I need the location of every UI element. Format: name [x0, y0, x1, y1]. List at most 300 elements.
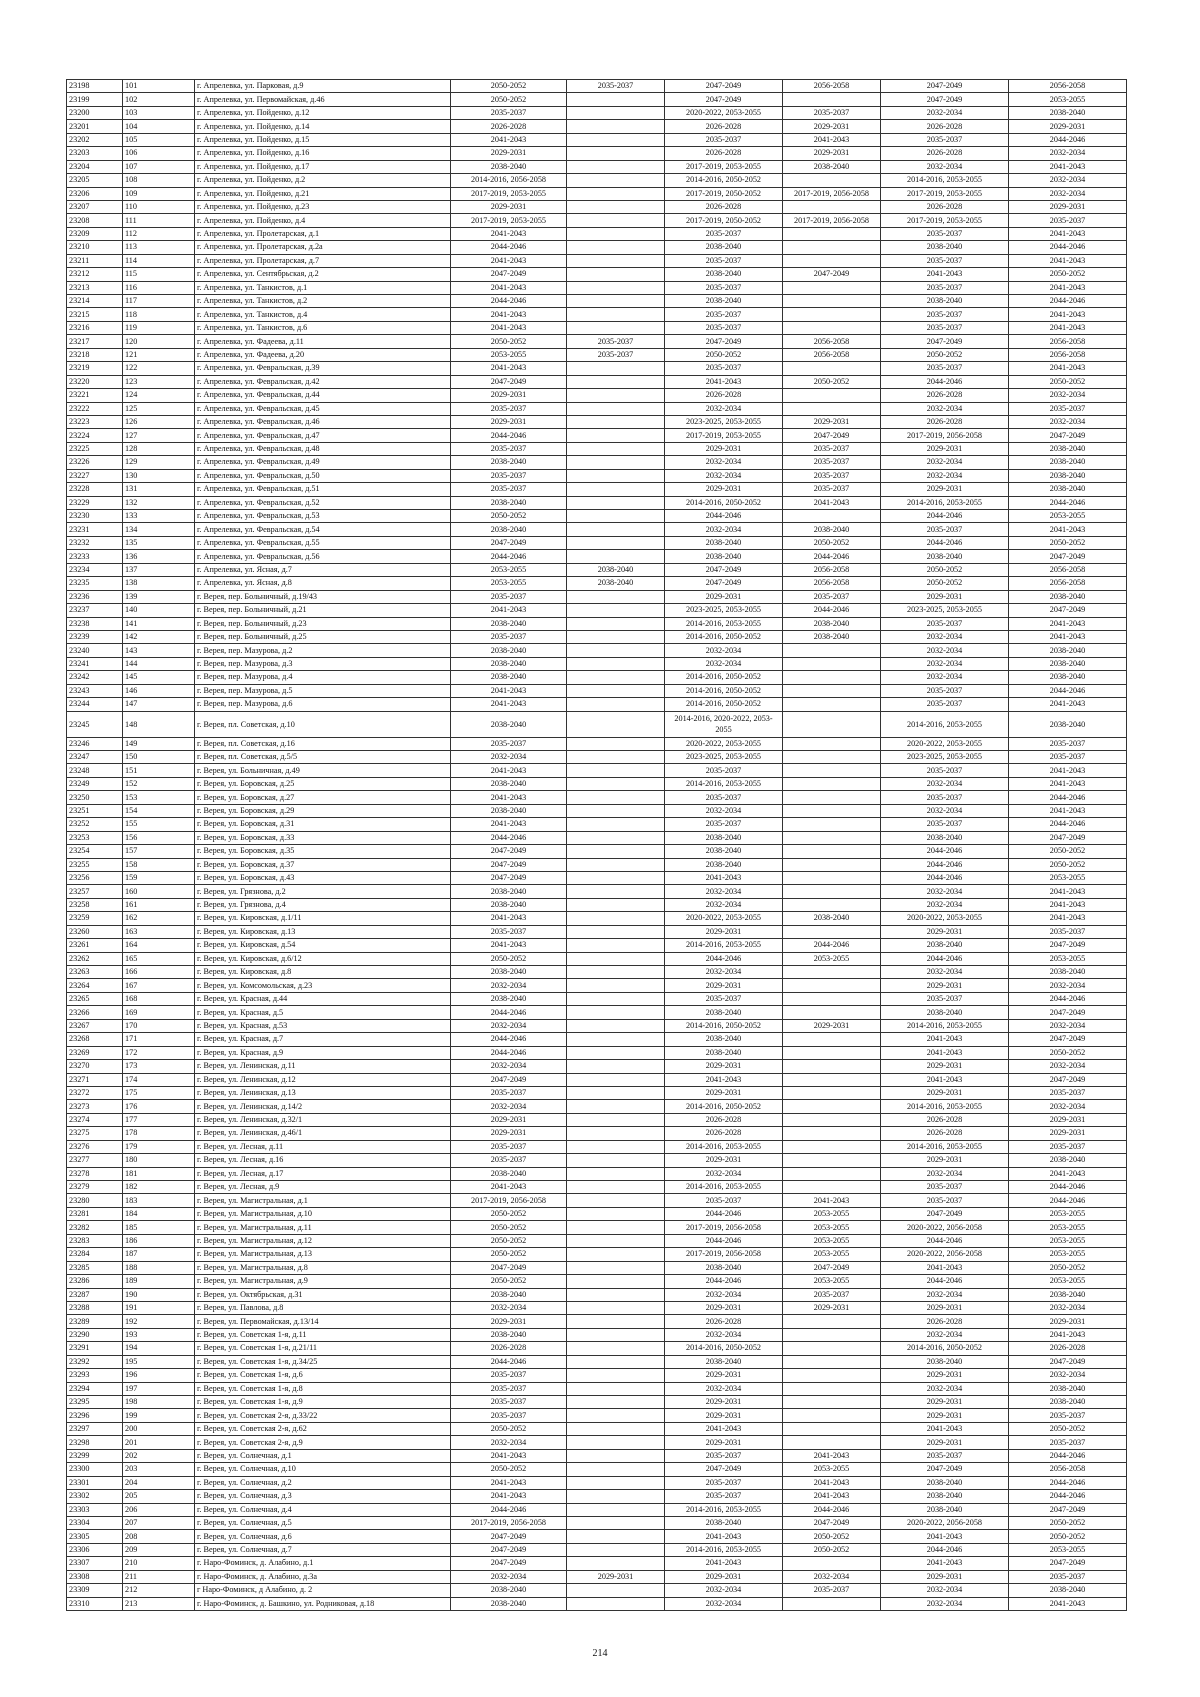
cell-row-id: 23221 [67, 389, 123, 402]
cell-period-2 [567, 1557, 665, 1570]
cell-period-1: 2044-2046 [451, 1355, 567, 1368]
cell-address: г. Верея, ул. Ленинская, д.13 [195, 1086, 451, 1099]
cell-period-6: 2041-2043 [1009, 160, 1127, 173]
cell-period-3: 2029-2031 [665, 1436, 783, 1449]
cell-period-5: 2014-2016, 2053-2055 [881, 174, 1009, 187]
cell-address: г. Верея, ул. Боровская, д.33 [195, 831, 451, 844]
cell-item-number: 211 [123, 1570, 195, 1583]
cell-period-3: 2029-2031 [665, 1396, 783, 1409]
cell-period-2 [567, 604, 665, 617]
cell-period-2 [567, 1194, 665, 1207]
cell-address: г. Верея, ул. Павлова, д.8 [195, 1301, 451, 1314]
cell-period-1: 2032-2034 [451, 1436, 567, 1449]
cell-row-id: 23199 [67, 93, 123, 106]
table-row [67, 818, 1127, 831]
cell-row-id: 23305 [67, 1530, 123, 1543]
cell-row-id: 23200 [67, 106, 123, 119]
cell-period-6: 2050-2052 [1009, 1261, 1127, 1274]
cell-period-4: 2044-2046 [783, 604, 881, 617]
cell-period-6: 2041-2043 [1009, 308, 1127, 321]
table-row [67, 1516, 1127, 1529]
cell-period-1: 2050-2052 [451, 952, 567, 965]
cell-period-4: 2035-2037 [783, 1584, 881, 1597]
table-row [67, 1476, 1127, 1489]
cell-item-number: 189 [123, 1275, 195, 1288]
cell-period-5: 2026-2028 [881, 147, 1009, 160]
cell-period-6: 2032-2034 [1009, 415, 1127, 428]
cell-period-5: 2014-2016, 2053-2055 [881, 711, 1009, 737]
cell-period-1: 2047-2049 [451, 1530, 567, 1543]
cell-period-4: 2050-2052 [783, 536, 881, 549]
cell-item-number: 159 [123, 871, 195, 884]
cell-period-1: 2047-2049 [451, 1261, 567, 1274]
cell-period-5: 2029-2031 [881, 590, 1009, 603]
cell-period-1: 2035-2037 [451, 590, 567, 603]
cell-address: г. Верея, ул. Кировская, д.8 [195, 966, 451, 979]
cell-period-1: 2041-2043 [451, 764, 567, 777]
cell-address: г. Верея, ул. Грязнова, д.2 [195, 885, 451, 898]
cell-period-1: 2041-2043 [451, 321, 567, 334]
cell-period-5: 2020-2022, 2053-2055 [881, 912, 1009, 925]
cell-address: г. Верея, пер. Больничный, д.19/43 [195, 590, 451, 603]
cell-period-1: 2050-2052 [451, 1207, 567, 1220]
cell-period-1: 2050-2052 [451, 80, 567, 93]
cell-period-2 [567, 147, 665, 160]
cell-period-6: 2041-2043 [1009, 281, 1127, 294]
cell-row-id: 23231 [67, 523, 123, 536]
cell-address: г. Верея, ул. Солнечная, д.7 [195, 1543, 451, 1556]
cell-period-6: 2041-2043 [1009, 227, 1127, 240]
cell-address: г. Верея, пер. Мазурова, д.6 [195, 698, 451, 711]
cell-period-3: 2050-2052 [665, 348, 783, 361]
cell-period-5: 2038-2040 [881, 1490, 1009, 1503]
cell-period-1: 2041-2043 [451, 308, 567, 321]
table-row [67, 469, 1127, 482]
cell-period-1: 2053-2055 [451, 348, 567, 361]
table-row [67, 617, 1127, 630]
table-row [67, 1382, 1127, 1395]
cell-period-4 [783, 281, 881, 294]
cell-period-6: 2038-2040 [1009, 1288, 1127, 1301]
cell-period-1: 2038-2040 [451, 777, 567, 790]
cell-period-5: 2029-2031 [881, 483, 1009, 496]
cell-row-id: 23280 [67, 1194, 123, 1207]
table-row [67, 1557, 1127, 1570]
cell-period-4 [783, 966, 881, 979]
cell-item-number: 105 [123, 133, 195, 146]
cell-period-5: 2026-2028 [881, 200, 1009, 213]
cell-period-1: 2047-2049 [451, 375, 567, 388]
cell-address: г. Верея, ул. Красная, д.5 [195, 1006, 451, 1019]
cell-period-4 [783, 1046, 881, 1059]
cell-item-number: 208 [123, 1530, 195, 1543]
cell-period-6: 2041-2043 [1009, 617, 1127, 630]
cell-item-number: 200 [123, 1422, 195, 1435]
cell-period-4 [783, 818, 881, 831]
cell-period-1: 2038-2040 [451, 1597, 567, 1610]
table-row [67, 1060, 1127, 1073]
cell-period-4: 2053-2055 [783, 1248, 881, 1261]
cell-period-2 [567, 550, 665, 563]
cell-period-4 [783, 831, 881, 844]
cell-item-number: 190 [123, 1288, 195, 1301]
cell-period-6: 2053-2055 [1009, 1221, 1127, 1234]
cell-period-1: 2035-2037 [451, 402, 567, 415]
cell-period-3: 2047-2049 [665, 563, 783, 576]
cell-period-3: 2014-2016, 2050-2052 [665, 1342, 783, 1355]
cell-period-6: 2050-2052 [1009, 536, 1127, 549]
cell-period-6: 2053-2055 [1009, 1234, 1127, 1247]
cell-period-2 [567, 912, 665, 925]
cell-item-number: 145 [123, 671, 195, 684]
cell-item-number: 192 [123, 1315, 195, 1328]
cell-address: г. Апрелевка, ул. Февральская, д.55 [195, 536, 451, 549]
cell-item-number: 141 [123, 617, 195, 630]
cell-row-id: 23308 [67, 1570, 123, 1583]
cell-period-3: 2035-2037 [665, 1449, 783, 1462]
table-row [67, 348, 1127, 361]
cell-period-5: 2032-2034 [881, 469, 1009, 482]
cell-period-6: 2038-2040 [1009, 1584, 1127, 1597]
cell-period-3: 2029-2031 [665, 483, 783, 496]
cell-row-id: 23232 [67, 536, 123, 549]
cell-period-2: 2038-2040 [567, 563, 665, 576]
cell-period-4: 2029-2031 [783, 120, 881, 133]
cell-period-5: 2032-2034 [881, 1328, 1009, 1341]
cell-address: г. Апрелевка, ул. Танкистов, д.4 [195, 308, 451, 321]
cell-item-number: 206 [123, 1503, 195, 1516]
cell-period-3: 2038-2040 [665, 295, 783, 308]
cell-period-6: 2041-2043 [1009, 804, 1127, 817]
cell-period-2 [567, 456, 665, 469]
cell-period-6: 2032-2034 [1009, 1019, 1127, 1032]
cell-period-4 [783, 402, 881, 415]
cell-address: г. Верея, ул. Солнечная, д.1 [195, 1449, 451, 1462]
cell-period-2 [567, 1463, 665, 1476]
cell-period-5: 2032-2034 [881, 1584, 1009, 1597]
cell-row-id: 23207 [67, 200, 123, 213]
cell-period-4 [783, 389, 881, 402]
cell-address: г. Верея, ул. Боровская, д.31 [195, 818, 451, 831]
cell-item-number: 177 [123, 1113, 195, 1126]
cell-address: г. Верея, ул. Лесная, д.17 [195, 1167, 451, 1180]
cell-period-6: 2053-2055 [1009, 510, 1127, 523]
cell-period-6: 2044-2046 [1009, 496, 1127, 509]
cell-address: г. Апрелевка, ул. Пойденко, д.2 [195, 174, 451, 187]
cell-period-1: 2041-2043 [451, 227, 567, 240]
table-row [67, 281, 1127, 294]
cell-period-4 [783, 1154, 881, 1167]
cell-period-2 [567, 442, 665, 455]
cell-period-3: 2038-2040 [665, 831, 783, 844]
table-row [67, 106, 1127, 119]
cell-period-2 [567, 469, 665, 482]
cell-period-3: 2032-2034 [665, 1382, 783, 1395]
cell-period-4: 2029-2031 [783, 1019, 881, 1032]
cell-period-2 [567, 684, 665, 697]
cell-period-5: 2026-2028 [881, 1127, 1009, 1140]
cell-period-5: 2029-2031 [881, 1154, 1009, 1167]
table-row [67, 791, 1127, 804]
cell-period-1: 2044-2046 [451, 1006, 567, 1019]
cell-period-1: 2035-2037 [451, 1382, 567, 1395]
cell-address: г. Апрелевка, ул. Танкистов, д.1 [195, 281, 451, 294]
cell-period-2 [567, 1409, 665, 1422]
cell-period-5: 2044-2046 [881, 375, 1009, 388]
cell-address: г. Верея, ул. Боровская, д.37 [195, 858, 451, 871]
document-sheet [66, 79, 1126, 1611]
cell-period-2 [567, 1315, 665, 1328]
cell-period-6: 2050-2052 [1009, 845, 1127, 858]
cell-period-1: 2026-2028 [451, 120, 567, 133]
cell-address: г. Верея, ул. Магистральная, д.10 [195, 1207, 451, 1220]
cell-period-5: 2044-2046 [881, 536, 1009, 549]
cell-period-6: 2032-2034 [1009, 389, 1127, 402]
cell-period-5: 2032-2034 [881, 644, 1009, 657]
cell-period-4: 2035-2037 [783, 106, 881, 119]
cell-period-1: 2038-2040 [451, 898, 567, 911]
cell-period-3: 2038-2040 [665, 1516, 783, 1529]
cell-period-5: 2035-2037 [881, 133, 1009, 146]
cell-period-5: 2029-2031 [881, 1086, 1009, 1099]
cell-period-1: 2041-2043 [451, 281, 567, 294]
cell-period-4 [783, 644, 881, 657]
table-row [67, 1422, 1127, 1435]
cell-row-id: 23267 [67, 1019, 123, 1032]
cell-period-2 [567, 925, 665, 938]
cell-address: г. Верея, ул. Кировская, д.1/11 [195, 912, 451, 925]
cell-item-number: 127 [123, 429, 195, 442]
cell-item-number: 149 [123, 737, 195, 750]
cell-period-2 [567, 804, 665, 817]
cell-address: г. Верея, ул. Советская 1-я, д.21/11 [195, 1342, 451, 1355]
table-row [67, 335, 1127, 348]
cell-item-number: 176 [123, 1100, 195, 1113]
cell-period-2: 2029-2031 [567, 1570, 665, 1583]
table-row [67, 1100, 1127, 1113]
cell-period-6: 2053-2055 [1009, 1275, 1127, 1288]
cell-period-4 [783, 1006, 881, 1019]
table-row [67, 133, 1127, 146]
cell-period-1: 2026-2028 [451, 1342, 567, 1355]
table-row [67, 563, 1127, 576]
cell-period-2 [567, 630, 665, 643]
cell-address: г. Апрелевка, ул. Февральская, д.48 [195, 442, 451, 455]
cell-item-number: 120 [123, 335, 195, 348]
table-row [67, 1449, 1127, 1462]
cell-period-3: 2026-2028 [665, 389, 783, 402]
cell-period-1: 2050-2052 [451, 1221, 567, 1234]
cell-period-4 [783, 979, 881, 992]
cell-row-id: 23279 [67, 1181, 123, 1194]
cell-period-2 [567, 1490, 665, 1503]
cell-period-3: 2014-2016, 2053-2055 [665, 1140, 783, 1153]
cell-item-number: 132 [123, 496, 195, 509]
cell-period-6: 2038-2040 [1009, 966, 1127, 979]
cell-item-number: 152 [123, 777, 195, 790]
cell-period-6: 2032-2034 [1009, 979, 1127, 992]
table-body [67, 80, 1127, 1611]
cell-period-6: 2041-2043 [1009, 898, 1127, 911]
cell-period-4: 2035-2037 [783, 469, 881, 482]
cell-address: г. Апрелевка, ул. Февральская, д.53 [195, 510, 451, 523]
cell-period-4 [783, 1113, 881, 1126]
cell-period-1: 2035-2037 [451, 737, 567, 750]
cell-period-1: 2029-2031 [451, 1127, 567, 1140]
cell-period-5: 2044-2046 [881, 510, 1009, 523]
cell-address: г. Апрелевка, ул. Февральская, д.42 [195, 375, 451, 388]
cell-period-6: 2053-2055 [1009, 1543, 1127, 1556]
cell-period-6: 2041-2043 [1009, 1597, 1127, 1610]
cell-address: г. Верея, ул. Советская 1-я, д.6 [195, 1369, 451, 1382]
cell-period-5: 2029-2031 [881, 1570, 1009, 1583]
cell-period-4: 2044-2046 [783, 550, 881, 563]
cell-row-id: 23230 [67, 510, 123, 523]
cell-period-1: 2029-2031 [451, 200, 567, 213]
cell-period-5: 2032-2034 [881, 777, 1009, 790]
cell-period-5: 2044-2046 [881, 1275, 1009, 1288]
cell-period-5: 2035-2037 [881, 617, 1009, 630]
cell-address: г. Апрелевка, ул. Февральская, д.44 [195, 389, 451, 402]
table-row [67, 362, 1127, 375]
cell-period-4: 2035-2037 [783, 483, 881, 496]
cell-period-4: 2038-2040 [783, 523, 881, 536]
cell-period-6: 2035-2037 [1009, 1140, 1127, 1153]
cell-period-5: 2014-2016, 2053-2055 [881, 496, 1009, 509]
cell-period-4 [783, 858, 881, 871]
cell-period-4: 2056-2058 [783, 577, 881, 590]
cell-period-2: 2035-2037 [567, 335, 665, 348]
cell-period-4 [783, 1557, 881, 1570]
cell-item-number: 101 [123, 80, 195, 93]
cell-period-3: 2023-2025, 2053-2055 [665, 604, 783, 617]
cell-period-4: 2035-2037 [783, 456, 881, 469]
cell-address: г. Верея, ул. Красная, д.44 [195, 992, 451, 1005]
cell-address: г. Апрелевка, ул. Февральская, д.45 [195, 402, 451, 415]
cell-period-3: 2038-2040 [665, 550, 783, 563]
cell-period-1: 2050-2052 [451, 1422, 567, 1435]
cell-period-5: 2014-2016, 2053-2055 [881, 1100, 1009, 1113]
cell-row-id: 23275 [67, 1127, 123, 1140]
cell-row-id: 23292 [67, 1355, 123, 1368]
table-row [67, 831, 1127, 844]
cell-period-6: 2041-2043 [1009, 764, 1127, 777]
cell-period-6: 2026-2028 [1009, 1342, 1127, 1355]
cell-address: г. Апрелевка, ул. Пролетарская, д.7 [195, 254, 451, 267]
cell-period-2 [567, 1248, 665, 1261]
cell-row-id: 23309 [67, 1584, 123, 1597]
cell-period-1: 2044-2046 [451, 1503, 567, 1516]
cell-period-2 [567, 308, 665, 321]
table-row [67, 1181, 1127, 1194]
cell-period-3: 2032-2034 [665, 898, 783, 911]
cell-period-2: 2035-2037 [567, 348, 665, 361]
cell-address: г. Верея, ул. Солнечная, д.6 [195, 1530, 451, 1543]
table-row [67, 483, 1127, 496]
cell-item-number: 203 [123, 1463, 195, 1476]
cell-period-6: 2032-2034 [1009, 1060, 1127, 1073]
table-row [67, 147, 1127, 160]
cell-item-number: 128 [123, 442, 195, 455]
cell-period-4 [783, 1328, 881, 1341]
cell-item-number: 169 [123, 1006, 195, 1019]
table-row [67, 1328, 1127, 1341]
cell-row-id: 23212 [67, 268, 123, 281]
cell-item-number: 137 [123, 563, 195, 576]
cell-period-1: 2017-2019, 2056-2058 [451, 1516, 567, 1529]
cell-row-id: 23233 [67, 550, 123, 563]
cell-row-id: 23252 [67, 818, 123, 831]
cell-address: г. Верея, ул. Октябрьская, д.31 [195, 1288, 451, 1301]
cell-item-number: 197 [123, 1382, 195, 1395]
cell-item-number: 117 [123, 295, 195, 308]
cell-period-1: 2035-2037 [451, 442, 567, 455]
cell-period-6: 2038-2040 [1009, 1154, 1127, 1167]
table-row [67, 120, 1127, 133]
cell-period-3: 2032-2034 [665, 402, 783, 415]
cell-period-6: 2038-2040 [1009, 469, 1127, 482]
cell-period-5: 2032-2034 [881, 1167, 1009, 1180]
cell-period-6: 2041-2043 [1009, 698, 1127, 711]
cell-period-4: 2038-2040 [783, 912, 881, 925]
cell-period-1: 2050-2052 [451, 1234, 567, 1247]
cell-item-number: 172 [123, 1046, 195, 1059]
cell-period-6: 2038-2040 [1009, 1382, 1127, 1395]
cell-period-2 [567, 831, 665, 844]
cell-address: г. Верея, ул. Кировская, д.54 [195, 939, 451, 952]
cell-period-5: 2029-2031 [881, 1301, 1009, 1314]
cell-item-number: 167 [123, 979, 195, 992]
cell-period-6: 2038-2040 [1009, 590, 1127, 603]
cell-period-3: 2044-2046 [665, 1234, 783, 1247]
cell-period-5: 2032-2034 [881, 657, 1009, 670]
table-row [67, 1221, 1127, 1234]
cell-period-5: 2029-2031 [881, 1060, 1009, 1073]
cell-period-5: 2035-2037 [881, 523, 1009, 536]
cell-address: г. Верея, ул. Боровская, д.25 [195, 777, 451, 790]
cell-item-number: 180 [123, 1154, 195, 1167]
cell-period-4 [783, 1033, 881, 1046]
cell-period-2 [567, 1422, 665, 1435]
cell-address: г. Верея, пер. Больничный, д.25 [195, 630, 451, 643]
cell-period-5: 2020-2022, 2053-2055 [881, 737, 1009, 750]
cell-address: г. Верея, ул. Боровская, д.29 [195, 804, 451, 817]
cell-period-3: 2032-2034 [665, 456, 783, 469]
cell-address: г. Апрелевка, ул. Пойденко, д.14 [195, 120, 451, 133]
cell-period-5: 2035-2037 [881, 684, 1009, 697]
cell-item-number: 182 [123, 1181, 195, 1194]
cell-row-id: 23273 [67, 1100, 123, 1113]
cell-period-2 [567, 1382, 665, 1395]
cell-row-id: 23210 [67, 241, 123, 254]
cell-period-3: 2029-2031 [665, 442, 783, 455]
cell-period-1: 2032-2034 [451, 1100, 567, 1113]
cell-row-id: 23226 [67, 456, 123, 469]
cell-period-4 [783, 1436, 881, 1449]
cell-period-6: 2035-2037 [1009, 214, 1127, 227]
cell-period-1: 2038-2040 [451, 456, 567, 469]
table-row [67, 254, 1127, 267]
cell-period-4: 2053-2055 [783, 952, 881, 965]
cell-address: г. Верея, ул. Боровская, д.43 [195, 871, 451, 884]
cell-period-4 [783, 845, 881, 858]
cell-row-id: 23284 [67, 1248, 123, 1261]
cell-row-id: 23253 [67, 831, 123, 844]
table-row [67, 671, 1127, 684]
cell-item-number: 154 [123, 804, 195, 817]
cell-row-id: 23215 [67, 308, 123, 321]
cell-period-3: 2029-2031 [665, 1086, 783, 1099]
